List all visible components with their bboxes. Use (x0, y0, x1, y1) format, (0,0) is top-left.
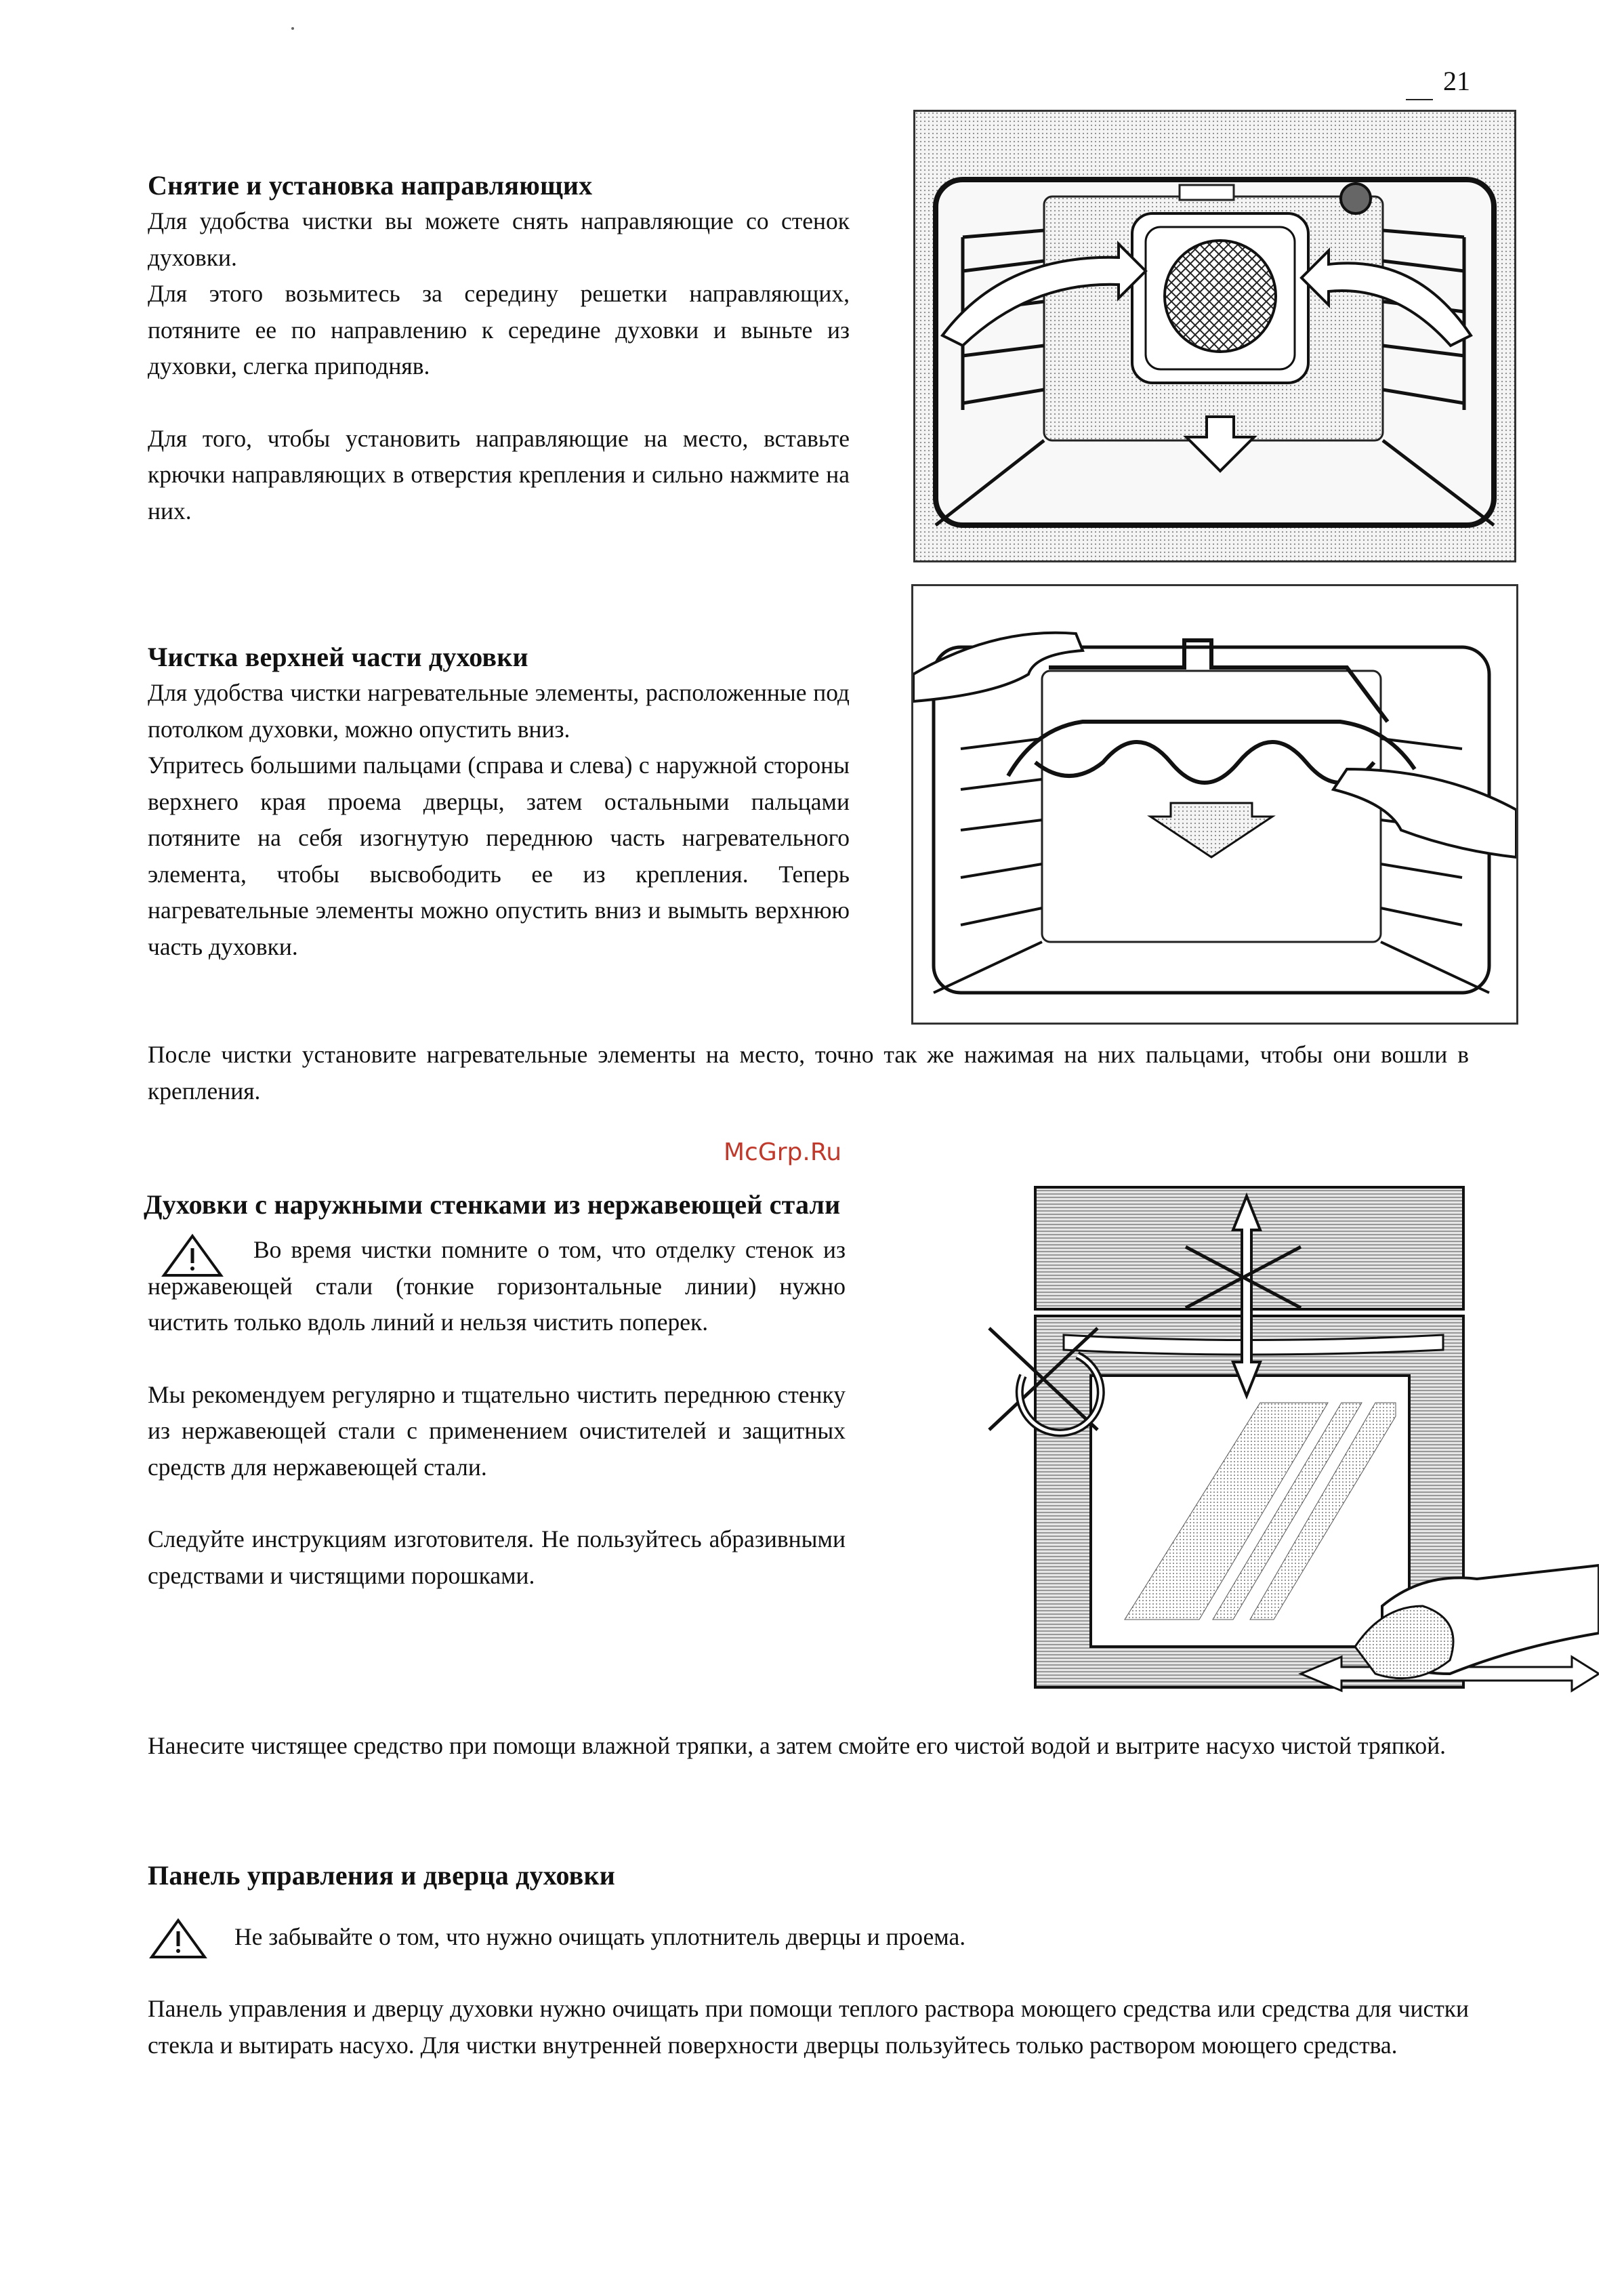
watermark: McGrp.Ru (724, 1138, 842, 1166)
section-top-cleaning (148, 640, 850, 965)
paragraph: Мы рекомендуем регулярно и тщательно чистить переднюю стенку из нержавеющей стали с применением очистителей и защитных средств для нержавеющей стали. (148, 1380, 846, 1481)
warning-icon (148, 1916, 209, 1961)
paragraph: Нанесите чистящее средство при помощи влажной тряпки, а затем смойте его чистой водой и вытрите насухо чистой тряпкой. (148, 1732, 1446, 1759)
section-title: Духовки с наружными стенками из нержавеющей стали (144, 1189, 841, 1220)
warning-text: Во время чистки помните о том, что отделку стенок из нержавеющей стали (тонкие горизонтальные линии) нужно чистить только вдоль линий и нельзя чистить поперек. (148, 1236, 846, 1336)
figure-rail-removal (913, 110, 1516, 562)
paragraph: Упритесь большими пальцами (справа и слева) с наружной стороны верхнего края проема дверцы, затем остальными пальцами потяните на себя изогнутую переднюю часть нагревательного элемента, чтобы высвободить ее из крепления. Теперь нагревательные элементы можно опустить вниз и вымыть верхнюю часть духовки. (148, 752, 850, 960)
paragraph: Панель управления и дверцу духовки нужно очищать при помощи теплого раствора моющего средства или средства для чистки стекла и вытирать насухо. Для чистки внутренней поверхности дверцы пользуйтесь только раствором моющего средства. (148, 1995, 1469, 2059)
paragraph: Для того, чтобы установить направляющие на место, вставьте крючки направляющих в отверстия крепления и сильно нажмите на них. (148, 424, 850, 524)
section-rails (148, 168, 850, 529)
section-title: Панель управления и дверца духовки (148, 1860, 615, 1891)
page-number: 21 (1443, 66, 1470, 96)
paragraph: Для этого возьмитесь за середину решетки направляющих, потяните ее по направлению к середине духовки и выньте из духовки, слегка приподняв. (148, 280, 850, 379)
warning-block (148, 1916, 1469, 1961)
paragraph: Для удобства чистки вы можете снять направляющие со стенок духовки. (148, 207, 850, 271)
section-stainless-body (148, 1233, 846, 1594)
paragraph: После чистки установите нагревательные элементы на место, точно так же нажимая на них пальцами, чтобы они вошли в крепления. (148, 1041, 1469, 1105)
heating-element-illustration (913, 586, 1516, 1023)
section-panel-door (148, 1858, 1469, 2063)
section-stainless (144, 1187, 984, 1222)
paragraph: Следуйте инструкциям изготовителя. Не пользуйтесь абразивными средствами и чистящими порошками. (148, 1525, 846, 1589)
figure-heating-element (911, 584, 1518, 1025)
oven-rails-illustration (915, 112, 1514, 560)
section-title: Чистка верхней части духовки (148, 642, 528, 672)
section-top-cleaning-footer (148, 1037, 1469, 1109)
figure-stainless-front (976, 1172, 1599, 1714)
section-title: Снятие и установка направляющих (148, 170, 593, 201)
paragraph: Для удобства чистки нагревательные элементы, расположенные под потолком духовки, можно опустить вниз. (148, 679, 850, 743)
scan-speck (291, 27, 294, 30)
page-number-rule (1406, 99, 1433, 100)
stainless-front-illustration (976, 1172, 1599, 1714)
section-stainless-footer (148, 1728, 1469, 1765)
warning-text: Не забывайте о том, что нужно очищать уплотнитель дверцы и проема. (234, 1923, 966, 1950)
